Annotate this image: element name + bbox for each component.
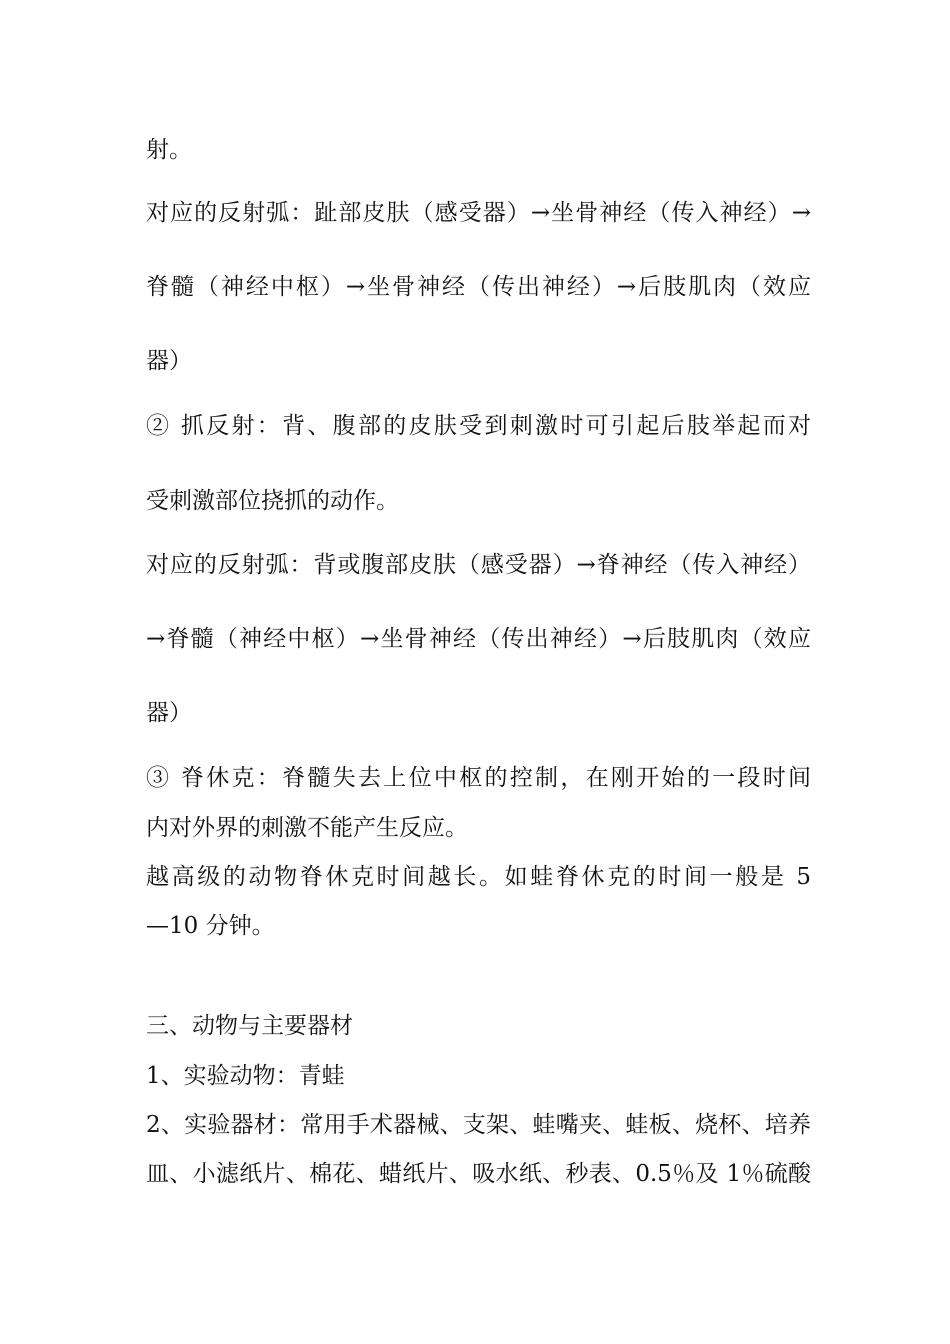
text-line: 器） — [146, 700, 192, 726]
text-line: →脊髓（神经中枢）→坐骨神经（传出神经）→后肢肌肉（效应 — [146, 626, 811, 652]
text-line: 脊髓（神经中枢）→坐骨神经（传出神经）→后肢肌肉（效应 — [146, 274, 811, 300]
text-line: 2、实验器材：常用手术器械、支架、蛙嘴夹、蛙板、烧杯、培养 — [146, 1112, 811, 1138]
section-heading: 三、动物与主要器材 — [146, 1013, 353, 1039]
text-line: 射。 — [146, 137, 192, 163]
text-line: 对应的反射弧：背或腹部皮肤（感受器）→脊神经（传入神经） — [146, 552, 811, 578]
text-line: 内对外界的刺激不能产生反应。 — [146, 815, 468, 841]
text-line: —10 分钟。 — [146, 913, 275, 939]
text-line: 皿、小滤纸片、棉花、蜡纸片、吸水纸、秒表、0.5％及 1％硫酸 — [146, 1161, 811, 1187]
text-line: 1、实验动物：青蛙 — [146, 1063, 345, 1089]
text-line: ③ 脊休克：脊髓失去上位中枢的控制，在刚开始的一段时间 — [146, 765, 811, 791]
text-line: 器） — [146, 348, 192, 374]
text-line: ② 抓反射：背、腹部的皮肤受到刺激时可引起后肢举起而对 — [146, 413, 811, 439]
text-line: 对应的反射弧：趾部皮肤（感受器）→坐骨神经（传入神经）→ — [146, 200, 811, 226]
text-line: 越高级的动物脊休克时间越长。如蛙脊休克的时间一般是 5 — [146, 864, 811, 890]
text-line: 受刺激部位挠抓的动作。 — [146, 488, 399, 514]
